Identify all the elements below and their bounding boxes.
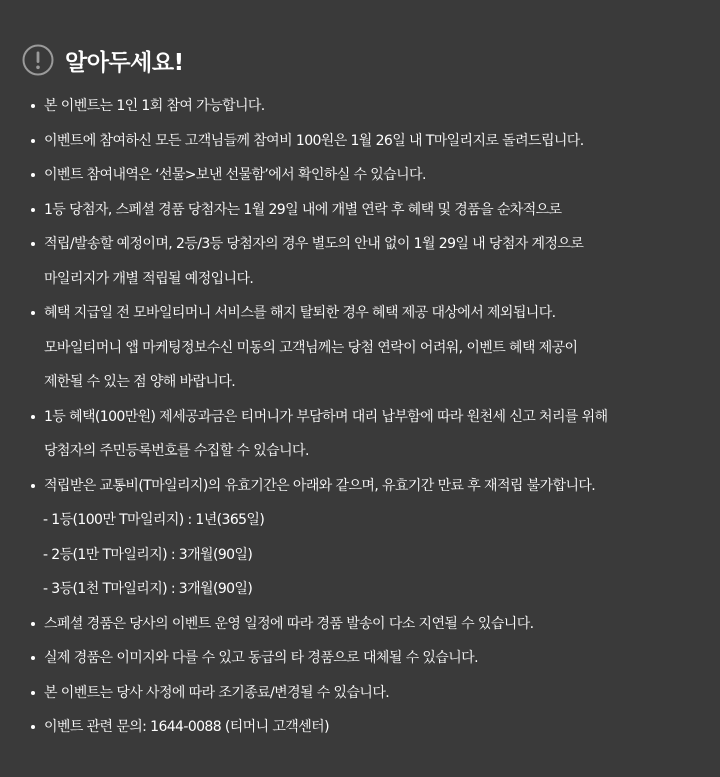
notice-line: 1등 당첨자, 스페셜 경품 당첨자는 1월 29일 내에 개별 연락 후 혜택 및 경품을 순차적으로 — [44, 201, 562, 218]
bullet-dot — [31, 415, 35, 419]
notice-item — [0, 193, 720, 228]
notice-sub-item: - 2등(1만 T마일리지) : 3개월(90일) — [43, 546, 253, 563]
notice-line: 혜택 지급일 전 모바일티머니 서비스를 해지 탈퇴한 경우 혜택 제공 대상에서 제외됩니다. — [44, 305, 556, 321]
notice-item — [0, 710, 720, 745]
notice-item — [0, 296, 720, 400]
notice-line: 1등 혜택(100만원) 제세공과금은 티머니가 부담하며 대리 납부함에 따라 원천세 신고 처리를 위해 — [44, 408, 608, 425]
notice-item — [0, 641, 720, 676]
bullet-dot — [31, 622, 35, 626]
notice-item — [0, 469, 720, 504]
bullet-dot — [31, 484, 35, 488]
notice-line: 마일리지가 개별 적립될 예정입니다. — [44, 270, 254, 287]
bullet-dot — [31, 208, 35, 212]
notice-item — [0, 607, 720, 642]
bullet-dot — [31, 311, 35, 315]
notice-sub-item: - 1등(100만 T마일리지) : 1년(365일) — [43, 512, 265, 528]
notice-line: 모바일티머니 앱 마케팅정보수신 미동의 고객님께는 당첨 연락이 어려워, 이벤트 혜택 제공이 — [44, 339, 578, 356]
notice-item — [0, 676, 720, 711]
notice-sub-item: - 3등(1천 T마일리지) : 3개월(90일) — [43, 581, 253, 597]
bullet-dot — [31, 139, 35, 143]
notice-line: 실제 경품은 이미지와 다를 수 있고 동급의 타 경품으로 대체될 수 있습니다. — [44, 650, 478, 666]
notice-line: 이벤트 참여내역은 ‘선물>보낸 선물함’에서 확인하실 수 있습니다. — [44, 167, 426, 183]
notice-line: 이벤트 관련 문의: 1644-0088 (티머니 고객센터) — [44, 719, 329, 735]
bullet-dot — [31, 691, 35, 695]
exclamation-circle-icon — [22, 44, 54, 76]
bullet-dot — [31, 656, 35, 660]
notice-line: 제한될 수 있는 점 양해 바랍니다. — [44, 374, 236, 390]
notice-list — [0, 89, 720, 745]
bullet-dot — [31, 242, 35, 246]
notice-item — [0, 227, 720, 296]
notice-title: 알아두세요! — [65, 49, 184, 76]
notice-line: 본 이벤트는 1인 1회 참여 가능합니다. — [44, 98, 265, 114]
notice-item — [0, 400, 720, 469]
notice-item — [0, 124, 720, 159]
notice-item — [0, 158, 720, 193]
notice-line: 적립받은 교통비(T마일리지)의 유효기간은 아래와 같으며, 유효기간 만료 후 재적립 불가합니다. — [44, 477, 596, 494]
notice-header — [22, 40, 720, 80]
bullet-dot — [31, 173, 35, 177]
notice-line: 적립/발송할 예정이며, 2등/3등 당첨자의 경우 별도의 안내 없이 1월 29일 내 당첨자 계정으로 — [44, 236, 584, 252]
notice-item — [0, 89, 720, 124]
bullet-dot — [31, 725, 35, 729]
bullet-dot — [31, 104, 35, 108]
notice-line: 스페셜 경품은 당사의 이벤트 운영 일정에 따라 경품 발송이 다소 지연될 수 있습니다. — [44, 615, 534, 632]
notice-line: 이벤트에 참여하신 모든 고객님들께 참여비 100원은 1월 26일 내 T마일리지로 돌려드립니다. — [44, 132, 584, 149]
notice-line: 본 이벤트는 당사 사정에 따라 조기종료/변경될 수 있습니다. — [44, 684, 390, 701]
notice-line: 당첨자의 주민등록번호를 수집할 수 있습니다. — [44, 443, 309, 459]
